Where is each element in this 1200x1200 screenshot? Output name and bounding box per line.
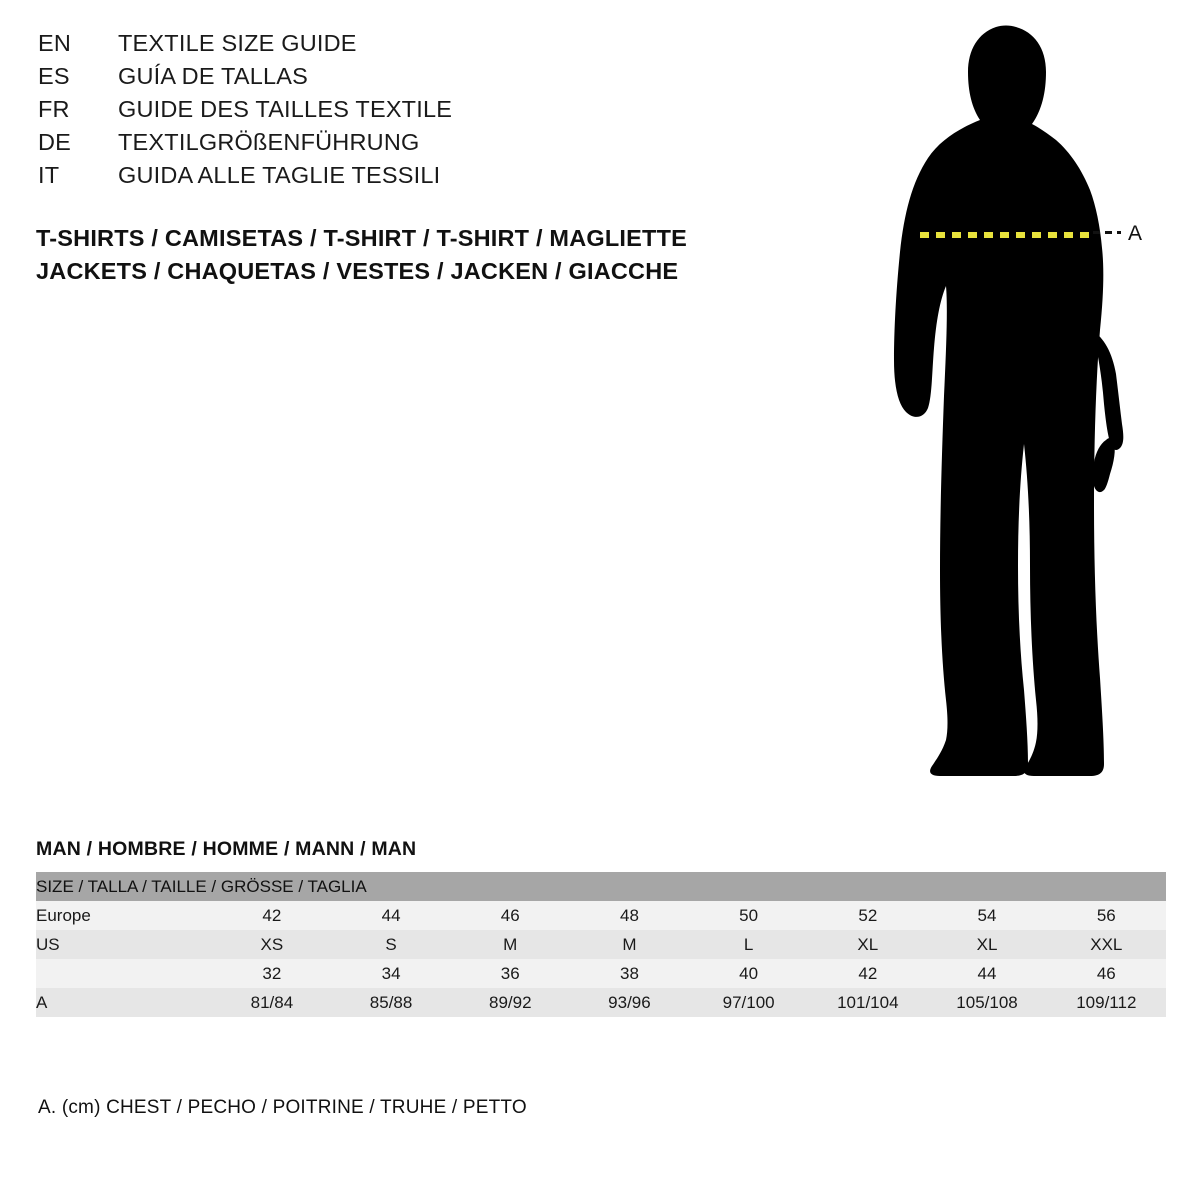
- language-row-fr: [38, 96, 758, 129]
- cell-a-3: 89/92: [451, 988, 570, 1017]
- cell-europe-6: 52: [808, 901, 927, 930]
- row-label-a: A: [36, 988, 212, 1017]
- cell-a-2: 85/88: [331, 988, 450, 1017]
- language-row-en: [38, 30, 758, 63]
- cell-europe-3: 46: [451, 901, 570, 930]
- row-label-us: US: [36, 930, 212, 959]
- cell-numeric-1: 32: [212, 959, 331, 988]
- cell-europe-2: 44: [331, 901, 450, 930]
- cell-europe-7: 54: [927, 901, 1046, 930]
- measure-label-a: A: [1128, 222, 1143, 245]
- cell-europe-4: 48: [570, 901, 689, 930]
- cell-numeric-8: 46: [1047, 959, 1166, 988]
- language-text-es: GUÍA DE TALLAS: [118, 63, 309, 89]
- language-text-it: GUIDA ALLE TAGLIE TESSILI: [118, 162, 441, 188]
- row-label-europe: Europe: [36, 901, 212, 930]
- cell-us-5: L: [689, 930, 808, 959]
- table-header-row: [36, 872, 1166, 901]
- cell-us-8: XXL: [1047, 930, 1166, 959]
- language-text-fr: GUIDE DES TAILLES TEXTILE: [118, 96, 453, 122]
- cell-numeric-4: 38: [570, 959, 689, 988]
- table-title: MAN / HOMBRE / HOMME / MANN / MAN: [36, 838, 417, 860]
- language-row-it: [38, 162, 758, 195]
- category-block: [36, 222, 796, 288]
- cell-a-8: 109/112: [1047, 988, 1166, 1017]
- body-silhouette-figure: [800, 0, 1200, 800]
- cell-us-4: M: [570, 930, 689, 959]
- language-text-de: TEXTILGRÖßENFÜHRUNG: [118, 129, 420, 155]
- man-silhouette-icon: [800, 0, 1200, 800]
- cell-us-1: XS: [212, 930, 331, 959]
- cell-europe-5: 50: [689, 901, 808, 930]
- cell-us-3: M: [451, 930, 570, 959]
- language-header-block: [38, 30, 758, 195]
- cell-us-7: XL: [927, 930, 1046, 959]
- cell-a-4: 93/96: [570, 988, 689, 1017]
- cell-a-1: 81/84: [212, 988, 331, 1017]
- language-code-it: IT: [38, 162, 60, 188]
- size-table: [36, 872, 1166, 1017]
- cell-a-5: 97/100: [689, 988, 808, 1017]
- language-code-es: ES: [38, 63, 70, 89]
- cell-europe-1: 42: [212, 901, 331, 930]
- category-jackets: JACKETS / CHAQUETAS / VESTES / JACKEN / GIACCHE: [36, 258, 679, 284]
- category-tshirts: T-SHIRTS / CAMISETAS / T-SHIRT / T-SHIRT / MAGLIETTE: [36, 225, 687, 251]
- table-row: [36, 988, 1166, 1017]
- cell-us-2: S: [331, 930, 450, 959]
- language-code-en: EN: [38, 30, 72, 56]
- cell-numeric-3: 36: [451, 959, 570, 988]
- footnote-chest-measurement: A. (cm) CHEST / PECHO / POITRINE / TRUHE / PETTO: [38, 1097, 527, 1118]
- cell-europe-8: 56: [1047, 901, 1166, 930]
- cell-us-6: XL: [808, 930, 927, 959]
- row-label-numeric: [36, 959, 212, 988]
- language-code-fr: FR: [38, 96, 70, 122]
- cell-a-7: 105/108: [927, 988, 1046, 1017]
- table-row: [36, 959, 1166, 988]
- language-row-es: [38, 63, 758, 96]
- table-row: [36, 901, 1166, 930]
- language-code-de: DE: [38, 129, 72, 155]
- language-text-en: TEXTILE SIZE GUIDE: [118, 30, 357, 56]
- cell-a-6: 101/104: [808, 988, 927, 1017]
- table-header-label: SIZE / TALLA / TAILLE / GRÖSSE / TAGLIA: [36, 872, 1166, 901]
- measure-leader-dashes: [1093, 231, 1121, 234]
- table-row: [36, 930, 1166, 959]
- cell-numeric-7: 44: [927, 959, 1046, 988]
- cell-numeric-6: 42: [808, 959, 927, 988]
- cell-numeric-2: 34: [331, 959, 450, 988]
- language-row-de: [38, 129, 758, 162]
- size-table-section: [36, 838, 1166, 1017]
- cell-numeric-5: 40: [689, 959, 808, 988]
